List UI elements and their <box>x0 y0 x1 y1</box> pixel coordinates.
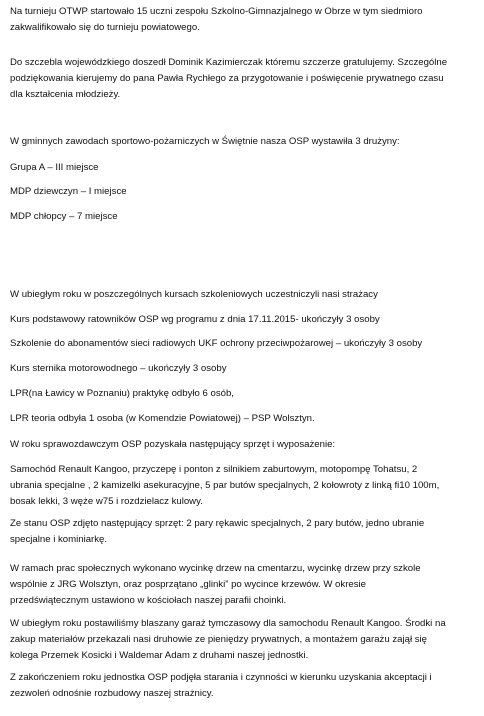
text-line: ubrania specjalne , 2 kamizelki asekuracyjne, 5 par butów specjalnych, 2 kołowroty z linką fi10 100m, <box>10 480 440 491</box>
paragraph-social-work <box>10 561 480 609</box>
text-line: wspólnie z JRG Wolsztyn, oraz posprzątano „glinki” po wycince krzewów. W okresie <box>10 579 366 590</box>
text-line: zakup materiałów przekazali nasi druhowie ze pieniędzy prywatnych, a montażem garażu zajął się <box>10 634 428 645</box>
text-line: W ramach prac społecznych wykonano wycinkę drzew na cmentarzu, wycinkę drzew przy szkole <box>10 563 421 574</box>
text-line: podziękowania kierujemy do pana Pawła Rychłego za przygotowanie i poświęcenie prywatnego czasu <box>10 73 444 84</box>
paragraph-equipment-removed <box>10 516 480 548</box>
course-lpr-practice <box>10 386 480 402</box>
text-line: LPR teoria odbyła 1 osoba (w Komendzie Powiatowej) – PSP Wolsztyn. <box>10 413 315 424</box>
text-line: MDP dziewczyn – I miejsce <box>10 186 127 197</box>
paragraph-equipment-list <box>10 462 480 510</box>
text-line: LPR(na Ławicy w Poznaniu) praktykę odbyło 6 osób, <box>10 388 234 399</box>
text-line: MDP chłopcy – 7 miejsce <box>10 211 118 222</box>
text-line: przedświątecznym ustawiono w kościołach naszej parafii choinki. <box>10 595 287 606</box>
text-line: specjalne i kominiarkę. <box>10 534 108 545</box>
paragraph-otwp <box>10 4 480 36</box>
course-boat-helmsman <box>10 361 480 377</box>
text-line: Do szczebla wojewódzkiego doszedł Dominik Kazimierczak któremu szczerze gratulujemy. Szczególne <box>10 57 448 68</box>
course-basic-rescuers <box>10 312 480 328</box>
text-line: bosak lekki, 3 węże w75 i rozdzielacz kulowy. <box>10 496 203 507</box>
text-line: zezwoleń odnośnie rozbudowy naszej strażnicy. <box>10 688 214 699</box>
result-mdp-girls <box>10 184 480 200</box>
paragraph-garage <box>10 616 480 664</box>
text-line: W roku sprawozdawczym OSP pozyskała następujący sprzęt i wyposażenie: <box>10 439 336 450</box>
course-radio-ukf <box>10 336 480 352</box>
text-line: Kurs podstawowy ratowników OSP wg programu z dnia 17.11.2015- ukończyły 3 osoby <box>10 314 380 325</box>
text-line: dla kształcenia młodzieży. <box>10 89 121 100</box>
paragraph-competition <box>10 134 480 150</box>
text-line: W gminnych zawodach sportowo-pożarniczych w Świętnie nasza OSP wystawiła 3 drużyny: <box>10 136 400 147</box>
course-lpr-theory <box>10 411 480 427</box>
text-line: W ubiegłym roku postawiliśmy blaszany garaż tymczasowy dla samochodu Renault Kangoo. Środki na <box>10 618 446 629</box>
result-group-a <box>10 160 480 176</box>
text-line: Samochód Renault Kangoo, przyczepę i ponton z silnikiem zaburtowym, motopompę Tohatsu, 2 <box>10 464 418 475</box>
paragraph-gratulations <box>10 55 480 103</box>
paragraph-courses-intro <box>10 287 480 303</box>
text-line: W ubiegłym roku w poszczególnych kursach szkoleniowych uczestniczyli nasi strażacy <box>10 289 378 300</box>
text-line: Kurs sternika motorowodnego – ukończyły 3 osoby <box>10 363 227 374</box>
text-line: Grupa A – III miejsce <box>10 162 99 173</box>
result-mdp-boys <box>10 209 480 225</box>
text-line: Szkolenie do abonamentów sieci radiowych UKF ochrony przeciwpożarowej – ukończyły 3 osoby <box>10 338 423 349</box>
paragraph-equipment-intro <box>10 437 480 453</box>
text-line: Na turnieju OTWP startowało 15 uczni zespołu Szkolno-Gimnazjalnego w Obrze w tym siedmioro <box>10 6 423 17</box>
paragraph-extension <box>10 670 480 702</box>
text-line: Z zakończeniem roku jednostka OSP podjęła starania i czynności w kierunku uzyskania akceptacji i <box>10 672 432 683</box>
text-line: Ze stanu OSP zdjęto następujący sprzęt: 2 pary rękawic specjalnych, 2 pary butów, jedno ubranie <box>10 518 425 529</box>
text-line: kolega Przemek Kosicki i Waldemar Adam z druhami naszej jednostki. <box>10 650 309 661</box>
text-line: zakwalifikowało się do turnieju powiatowego. <box>10 22 200 33</box>
